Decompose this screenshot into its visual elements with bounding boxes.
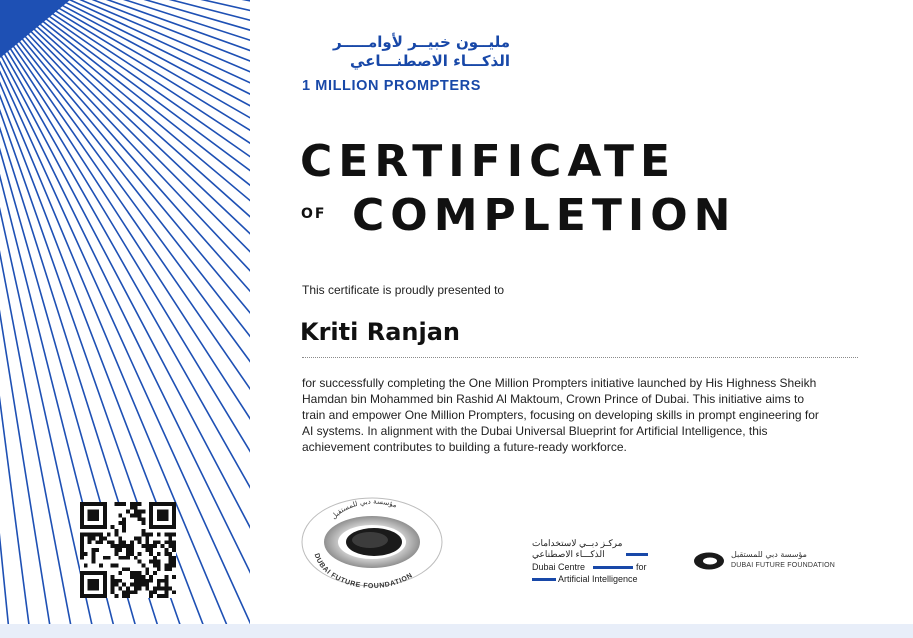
qr-module [153,590,157,594]
qr-module [111,590,115,594]
dubai-centre-ai-logo [520,538,652,586]
qr-module [138,517,142,521]
presented-to-text: This certificate is proudly presented to [302,283,505,297]
qr-module [153,556,157,560]
ray-line [0,0,250,474]
qr-module [149,548,153,552]
qr-module [122,540,126,544]
qr-module [161,544,165,548]
qr-module [80,540,84,544]
qr-module [122,590,126,594]
qr-module [164,594,168,598]
dcai-bar-2 [593,566,633,569]
qr-module [141,544,145,548]
ray-line [0,0,250,241]
qr-module [145,583,149,587]
qr-module [115,579,119,583]
qr-module [172,590,176,594]
qr-module [95,533,99,537]
qr-module [172,556,176,560]
certificate-title-line-2: COMPLETION [352,190,737,241]
qr-module [138,560,142,564]
qr-module [141,517,145,521]
qr-module [111,563,115,567]
qr-module [141,579,145,583]
qr-module [153,571,157,575]
qr-module [157,567,161,571]
qr-module [134,537,138,541]
qr-module [157,533,161,537]
qr-module [126,552,130,556]
qr-module [103,537,107,541]
qr-module [111,544,115,548]
qr-module [134,514,138,518]
qr-module [103,556,107,560]
qr-module [115,548,119,552]
qr-module [168,552,172,556]
qr-module [149,590,153,594]
program-logo-arabic-line-1: مليــون خبيــر لأوامـــــر [333,33,510,51]
qr-module [153,540,157,544]
qr-module [92,548,96,552]
qr-module [130,583,134,587]
qr-module [122,567,126,571]
qr-module [107,556,111,560]
qr-module [130,502,134,506]
qr-module [118,579,122,583]
qr-module [115,563,119,567]
qr-code [80,502,176,598]
qr-module [118,544,122,548]
qr-module [84,563,88,567]
qr-module [80,552,84,556]
qr-module [141,510,145,514]
qr-module [138,510,142,514]
qr-module [141,563,145,567]
qr-module [118,586,122,590]
qr-module [141,533,145,537]
qr-module [157,579,161,583]
qr-module [164,583,168,587]
qr-module [107,540,111,544]
qr-module [99,533,103,537]
certificate-title-line-1: CERTIFICATE [300,136,677,187]
qr-module [149,533,153,537]
dubai-future-foundation-logo [693,550,836,574]
qr-module [141,575,145,579]
qr-module [92,552,96,556]
qr-module [88,510,100,522]
qr-module [164,552,168,556]
qr-module [118,502,122,506]
qr-module [130,575,134,579]
qr-module [134,506,138,510]
qr-module [164,579,168,583]
qr-module [145,537,149,541]
qr-module [172,560,176,564]
qr-module [157,586,161,590]
qr-module [115,502,119,506]
qr-module [134,579,138,583]
qr-module [80,548,84,552]
qr-module [130,590,134,594]
qr-module [145,571,149,575]
program-logo-english: 1 MILLION PROMPTERS [302,78,481,94]
dubai-future-foundation-seal [300,496,444,590]
qr-module [153,563,157,567]
qr-module [149,579,153,583]
qr-module [134,502,138,506]
seal-arabic-text: مؤسسة دبي للمستقبل [329,497,398,521]
qr-module [122,525,126,529]
qr-module [122,556,126,560]
qr-module [157,594,161,598]
qr-module [145,533,149,537]
qr-module [115,583,119,587]
qr-module [164,540,168,544]
qr-module [80,537,84,541]
qr-module [126,556,130,560]
seal-english-text: DUBAI FUTURE FOUNDATION [312,552,415,590]
dcai-english-line-2: Artificial Intelligence [558,574,638,584]
qr-module [168,544,172,548]
qr-module [149,544,153,548]
qr-module [141,521,145,525]
dcai-english-for: for [636,562,647,572]
recipient-name: Kriti Ranjan [300,318,460,346]
name-underline [302,357,858,358]
qr-module [111,579,115,583]
program-logo-arabic-line-2: الذكـــاء الاصطنـــاعي [349,52,510,70]
qr-module [164,548,168,552]
qr-module [164,533,168,537]
qr-module [134,575,138,579]
qr-module [88,579,100,591]
qr-module [130,548,134,552]
qr-module [138,571,142,575]
qr-module [149,594,153,598]
qr-module [111,583,115,587]
qr-module [138,583,142,587]
qr-module [99,563,103,567]
qr-module [168,586,172,590]
qr-module [161,586,165,590]
qr-module [145,544,149,548]
qr-module [115,552,119,556]
qr-module [172,533,176,537]
qr-module [92,560,96,564]
dff-logo-icon [693,552,725,570]
qr-module [164,575,168,579]
qr-module [99,540,103,544]
qr-module [145,579,149,583]
qr-module [88,537,92,541]
qr-module [88,540,92,544]
dcai-bar-1 [626,553,648,556]
qr-module [141,529,145,533]
qr-module [153,586,157,590]
qr-module [157,552,161,556]
dcai-arabic-line-1: مركـز دبــي لاستخدامات [532,538,623,548]
qr-module [80,533,84,537]
qr-module [130,514,134,518]
qr-module [95,548,99,552]
qr-module [107,533,111,537]
qr-module [149,552,153,556]
qr-module [172,563,176,567]
qr-module [138,586,142,590]
qr-module [149,560,153,564]
qr-module [145,586,149,590]
qr-module [157,510,169,522]
qr-module [118,521,122,525]
qr-module [172,548,176,552]
qr-module [145,540,149,544]
qr-module [138,579,142,583]
qr-module [130,506,134,510]
qr-module [126,567,130,571]
qr-module [115,594,119,598]
qr-module [164,590,168,594]
qr-module [130,540,134,544]
qr-module [138,537,142,541]
dff-logo-english-text: DUBAI FUTURE FOUNDATION [731,562,836,569]
qr-module [115,533,119,537]
dcai-arabic-line-2: الذكـــاء الاصطناعي [532,549,605,559]
qr-module [122,517,126,521]
qr-module [122,544,126,548]
qr-module [92,533,96,537]
qr-module [172,540,176,544]
qr-module [168,556,172,560]
qr-module [130,552,134,556]
qr-module [172,544,176,548]
qr-module [111,525,115,529]
qr-module [80,556,84,560]
qr-module [138,514,142,518]
qr-module [138,540,142,544]
certificate-description: for successfully completing the One Million Prompters initiative launched by His Highness Sheikh Hamdan bin Mohammed bin Rashid Al Maktoum, Crown Prince of Dubai. This initiative aims to train and empower One Million Prompters, focusing on developing skills in prompt engineering for AI systems. In alignment with the Dubai Universal Blueprint for Artificial Intelligence, this achievement contributes to building a future-ready workforce. [302,376,819,454]
qr-module [122,521,126,525]
qr-module [126,510,130,514]
qr-module [118,571,122,575]
certificate-title-of: OF [301,206,327,222]
ray-line [0,0,250,206]
qr-module [95,540,99,544]
qr-module [130,571,134,575]
qr-module [168,537,172,541]
qr-module [126,544,130,548]
qr-module [111,575,115,579]
qr-module [161,594,165,598]
dff-logo-arabic-text: مؤسسة دبي للمستقبل [731,550,807,559]
qr-module [122,594,126,598]
qr-module [84,533,88,537]
qr-module [138,575,142,579]
qr-module [164,567,168,571]
qr-module [118,540,122,544]
qr-module [130,544,134,548]
qr-module [153,544,157,548]
qr-module [80,544,84,548]
qr-module [88,533,92,537]
qr-module [168,567,172,571]
qr-module [134,510,138,514]
qr-module [134,556,138,560]
qr-module [126,586,130,590]
qr-module [168,540,172,544]
dcai-bar-3 [532,578,556,581]
qr-module [153,560,157,564]
qr-module [149,575,153,579]
qr-module [141,583,145,587]
qr-module [168,533,172,537]
qr-module [122,583,126,587]
qr-module [122,529,126,533]
qr-module [126,590,130,594]
qr-module [118,537,122,541]
qr-module [164,586,168,590]
qr-module [84,552,88,556]
qr-module [92,537,96,541]
qr-module [172,575,176,579]
qr-module [118,514,122,518]
qr-module [115,529,119,533]
qr-module [164,563,168,567]
qr-module [134,571,138,575]
qr-module [138,502,142,506]
qr-module [157,583,161,587]
qr-module [111,586,115,590]
qr-module [111,540,115,544]
qr-module [122,502,126,506]
ray-line [0,0,250,442]
qr-module [145,548,149,552]
qr-module [161,579,165,583]
viewer-bottom-strip [0,624,913,638]
qr-module [157,560,161,564]
qr-module [126,548,130,552]
qr-module [99,537,103,541]
qr-module [134,586,138,590]
qr-module [92,556,96,560]
qr-module [168,563,172,567]
qr-module [134,590,138,594]
qr-module [126,594,130,598]
qr-module [157,563,161,567]
qr-module [118,556,122,560]
qr-module [145,567,149,571]
dcai-english-line-1: Dubai Centre [532,562,586,572]
qr-module [157,540,161,544]
qr-module [168,560,172,564]
qr-module [118,548,122,552]
qr-module [115,544,119,548]
qr-module [138,552,142,556]
qr-module [134,583,138,587]
